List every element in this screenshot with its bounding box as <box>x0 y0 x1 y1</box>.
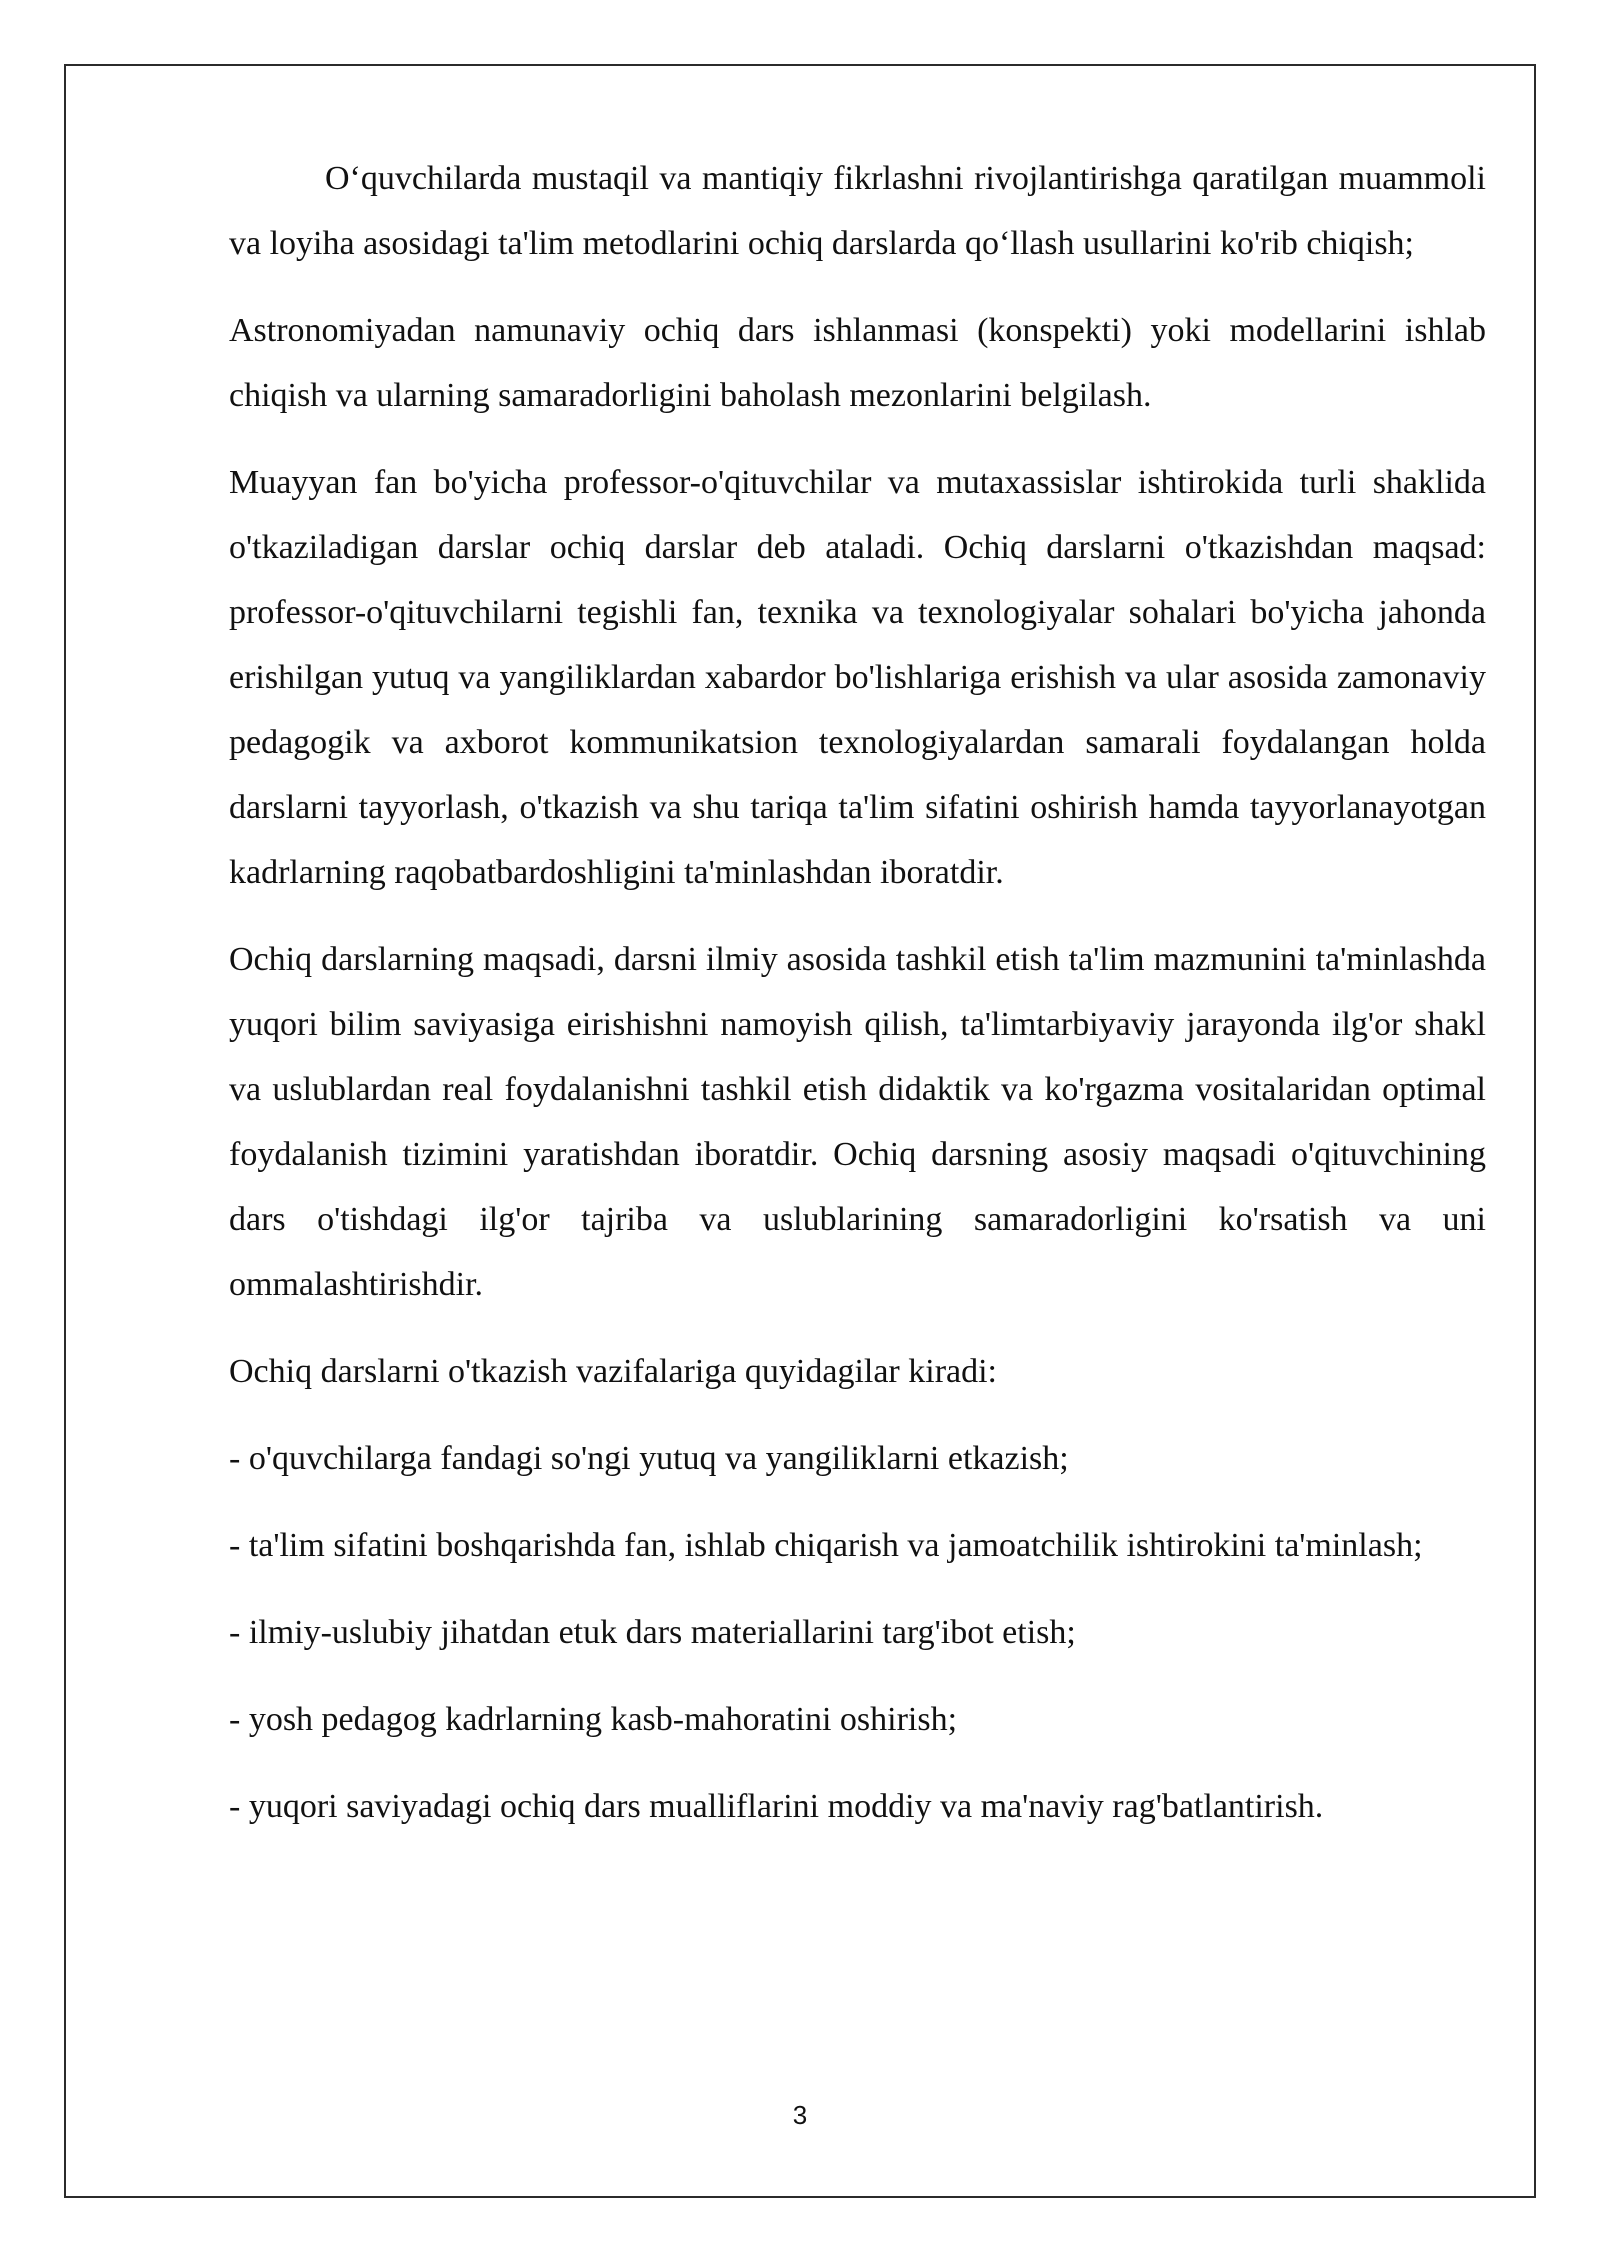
list-item: - o'quvchilarga fandagi so'ngi yutuq va yangiliklarni etkazish; <box>229 1440 1069 1477</box>
page-number: 3 <box>792 2100 808 2130</box>
document-body <box>229 146 1486 1861</box>
paragraph-astronomy: Astronomiyadan namunaviy ochiq dars ishlanmasi (konspekti) yoki modellarini ishlab chiqish va ularning samaradorligini baholash mezonlarini belgilash. <box>229 312 1486 414</box>
list-item: - ta'lim sifatini boshqarishda fan, ishlab chiqarish va jamoatchilik ishtirokini ta'minlash; <box>229 1527 1423 1564</box>
paragraph-tasks-heading: Ochiq darslarni o'tkazish vazifalariga quyidagilar kiradi: <box>229 1353 998 1390</box>
paragraph-purpose: Ochiq darslarning maqsadi, darsni ilmiy asosida tashkil etish ta'lim mazmunini ta'minlashda yuqori bilim saviyasiga eirishishni namoyish qilish, ta'limtarbiyaviy jarayonda ilg'or shakl va uslublardan real foydalanishni tashkil etish didaktik va ko'rgazma vositalaridan optimal foydalanish tizimini yaratishdan iboratdir. Ochiq darsning asosiy maqsadi o'qituvchining dars o'tishdagi ilg'or tajriba va uslublarining samaradorligini ko'rsatish va uni ommalashtirishdir. <box>229 941 1486 1303</box>
list-item: - yuqori saviyadagi ochiq dars mualliflarini moddiy va ma'naviy rag'batlantirish. <box>229 1788 1324 1825</box>
paragraph-definition: Muayyan fan bo'yicha professor-o'qituvchilar va mutaxassislar ishtirokida turli shaklida o'tkaziladigan darslar ochiq darslar deb ataladi. Ochiq darslarni o'tkazishdan maqsad: professor-o'qituvchilarni tegishli fan, texnika va texnologiyalar sohalari bo'yicha jahonda erishilgan yutuq va yangiliklardan xabardor bo'lishlariga erishish va ular asosida zamonaviy pedagogik va axborot kommunikatsion texnologiyalardan samarali foydalangan holda darslarni tayyorlash, o'tkazish va shu tariqa ta'lim sifatini oshirish hamda tayyorlanayotgan kadrlarning raqobatbardoshligini ta'minlashdan iboratdir. <box>229 464 1486 891</box>
list-item: - ilmiy-uslubiy jihatdan etuk dars materiallarini targ'ibot etish; <box>229 1614 1076 1651</box>
paragraph-intro: O‘quvchilarda mustaqil va mantiqiy fikrlashni rivojlantirishga qaratilgan muammoli va loyiha asosidagi ta'lim metodlarini ochiq darslarda qo‘llash usullarini ko'rib chiqish; <box>229 160 1486 262</box>
list-item: - yosh pedagog kadrlarning kasb-mahoratini oshirish; <box>229 1701 958 1738</box>
